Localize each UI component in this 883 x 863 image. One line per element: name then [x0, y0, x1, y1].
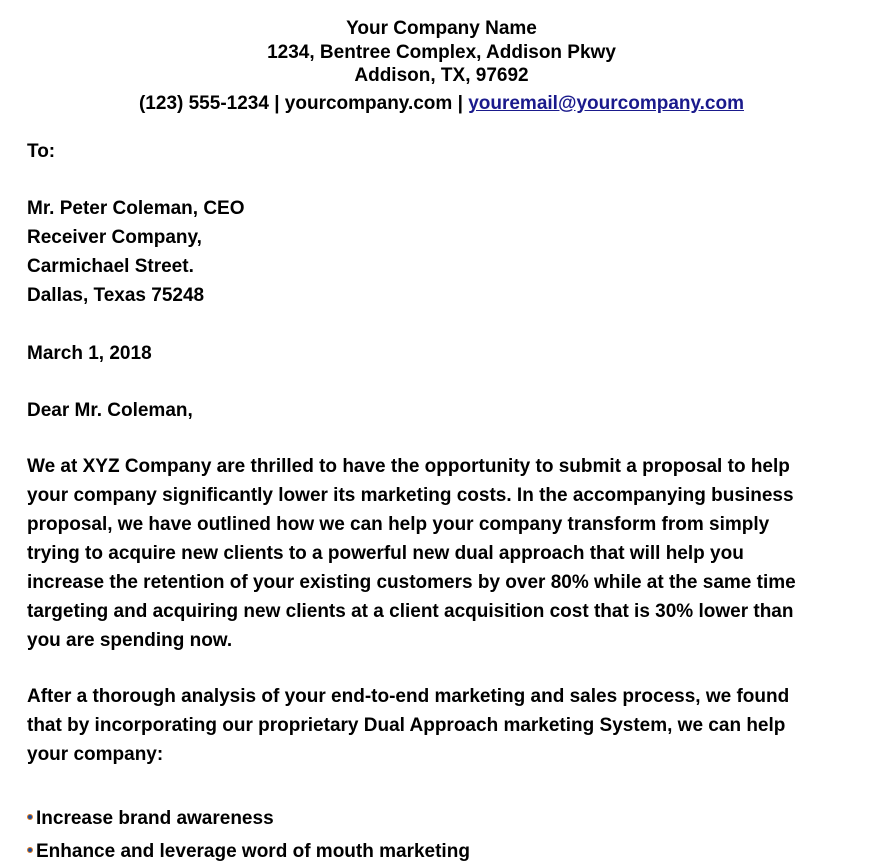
- paragraph-line: that by incorporating our proprietary Dual Approach marketing System, we can help: [27, 715, 786, 736]
- to-label: To:: [27, 141, 56, 162]
- recipient-company: Receiver Company,: [27, 227, 202, 248]
- paragraph-line: trying to acquire new clients to a powerful new dual approach that will help you: [27, 543, 744, 564]
- letter-date: March 1, 2018: [27, 343, 152, 364]
- recipient-city: Dallas, Texas 75248: [27, 285, 205, 306]
- paragraph-line: increase the retention of your existing customers by over 80% while at the same time: [27, 572, 796, 593]
- bullet-item: [27, 840, 470, 863]
- salutation: Dear Mr. Coleman,: [27, 400, 193, 421]
- paragraph-line: targeting and acquiring new clients at a client acquisition cost that is 30% lower than: [27, 601, 794, 622]
- bullet-icon: [27, 847, 33, 853]
- bullet-icon: [27, 814, 33, 820]
- paragraph-line: proposal, we have outlined how we can help your company transform from simply: [27, 514, 770, 535]
- paragraph-line: your company:: [27, 744, 164, 765]
- paragraph-line: We at XYZ Company are thrilled to have the opportunity to submit a proposal to help: [27, 456, 790, 477]
- company-address-line2: Addison, TX, 97692: [354, 65, 529, 86]
- recipient-name: Mr. Peter Coleman, CEO: [27, 198, 245, 219]
- paragraph-line: your company significantly lower its marketing costs. In the accompanying business: [27, 485, 794, 506]
- company-name: Your Company Name: [346, 18, 537, 39]
- company-address-line1: 1234, Bentree Complex, Addison Pkwy: [267, 42, 616, 63]
- email-link[interactable]: youremail@yourcompany.com: [468, 93, 744, 114]
- bullet-text: Increase brand awareness: [36, 808, 274, 829]
- contact-phone-website: (123) 555-1234 | yourcompany.com |: [138, 93, 469, 114]
- paragraph-line: you are spending now.: [27, 630, 233, 651]
- body-paragraph-2: [27, 682, 857, 769]
- bullet-text: Enhance and leverage word of mouth marketing: [36, 841, 470, 862]
- bullet-item: [27, 807, 274, 830]
- recipient-street: Carmichael Street.: [27, 256, 194, 277]
- paragraph-line: After a thorough analysis of your end-to-end marketing and sales process, we found: [27, 686, 790, 707]
- body-paragraph-1: [27, 452, 857, 655]
- company-contact-line: [0, 92, 883, 115]
